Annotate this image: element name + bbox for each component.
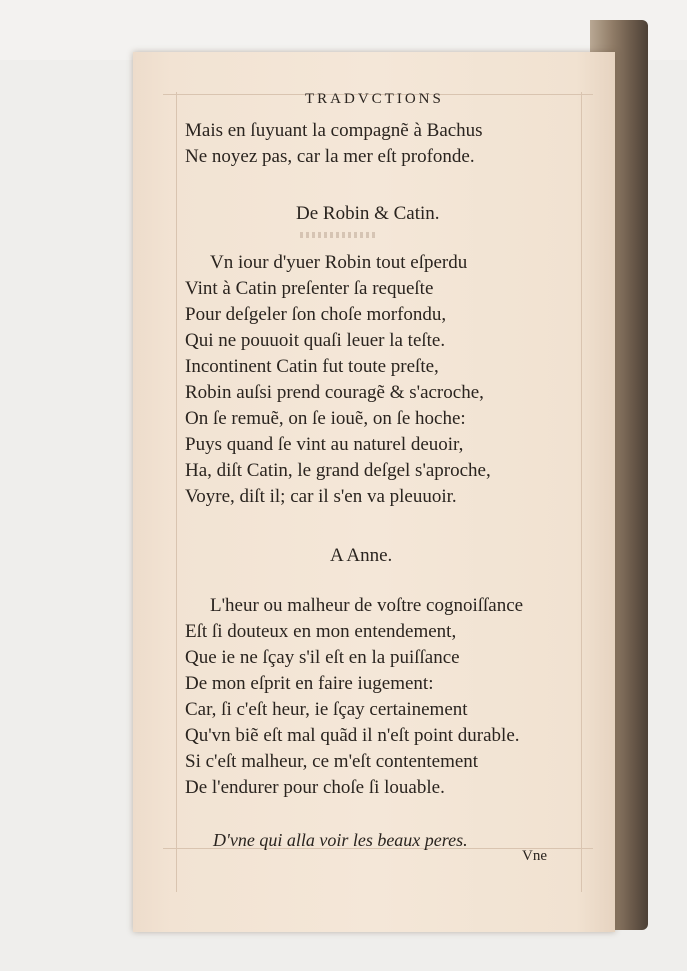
verse-line: Incontinent Catin fut toute preſte, [185,356,439,377]
running-head: TRADVCTIONS [305,91,444,107]
verse-line: Qui ne pouuoit quaſi leuer la teſte. [185,330,446,351]
poem-title-robin-catin: De Robin & Catin. [296,203,440,224]
ornament-divider [300,232,375,238]
verse-line: Ne noyez pas, car la mer eſt profonde. [185,146,475,167]
verse-line: L'heur ou malheur de voſtre cognoiſſance [210,595,524,616]
verse-line: Ha, diſt Catin, le grand deſgel s'aproche, [185,460,491,481]
verse-line: Eſt ſi douteux en mon entendement, [185,621,457,642]
page-rule-right [581,92,582,892]
verse-line: Vn iour d'yuer Robin tout eſperdu [210,252,468,273]
verse-line: Car, ſi c'eſt heur, ie ſçay certainement [185,699,468,720]
verse-line: Qu'vn biẽ eſt mal quãd il n'eſt point durable. [185,725,520,746]
background-top [0,0,687,60]
verse-line: Que ie ne ſçay s'il eſt en la puiſſance [185,647,460,668]
verse-line: Voyre, diſt il; car il s'en va pleuuoir. [185,486,457,507]
verse-line: Si c'eſt malheur, ce m'eſt contentement [185,751,479,772]
verse-line: Puys quand ſe vint au naturel deuoir, [185,434,464,455]
page-rule-left [176,92,177,892]
poem-title-anne: A Anne. [330,545,393,566]
verse-line: De mon eſprit en faire iugement: [185,673,434,694]
verse-line: Vint à Catin preſenter ſa requeſte [185,278,434,299]
next-poem-title: D'vne qui alla voir les beaux peres. [213,830,468,850]
verse-line: On ſe remuẽ, on ſe iouẽ, on ſe hoche: [185,408,466,429]
verse-line: Pour deſgeler ſon choſe morfondu, [185,304,447,325]
verse-line: Robin auſsi prend couragẽ & s'acroche, [185,382,484,403]
catchword: Vne [522,848,547,864]
verse-line: Mais en ſuyuant la compagnẽ à Bachus [185,120,483,141]
verse-line: De l'endurer pour choſe ſi louable. [185,777,445,798]
